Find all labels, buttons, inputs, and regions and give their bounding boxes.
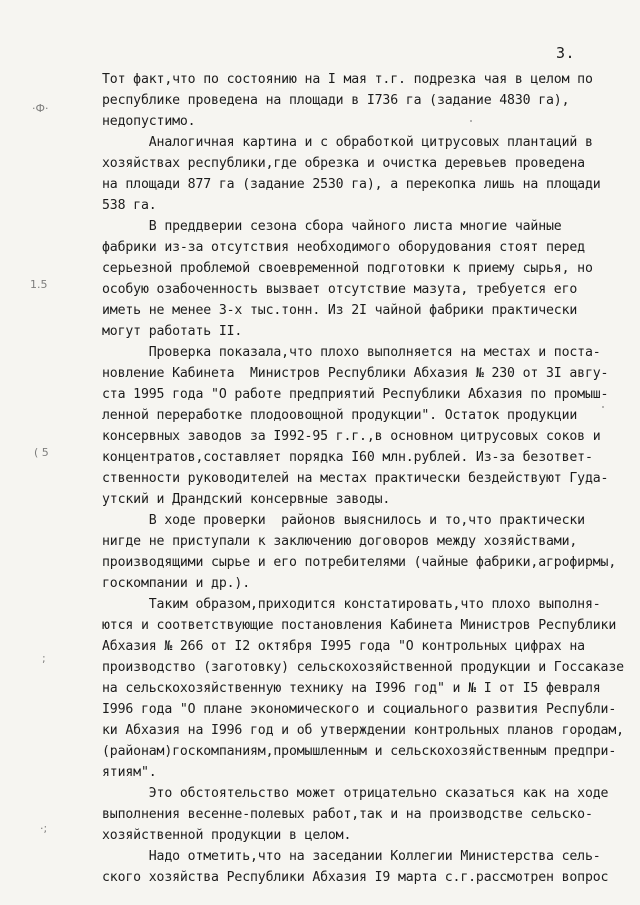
text-line: иметь не менее 3-х тыс.тонн. Из 2I чайной фабрики практически bbox=[102, 303, 578, 318]
text-line: Тот факт,что по состоянию на I мая т.г. подрезка чая в целом по bbox=[102, 72, 593, 87]
text-line: госкомпании и др.). bbox=[102, 576, 251, 591]
text-line: хозяйствах республики,где обрезка и очистка деревьев проведена bbox=[102, 156, 585, 171]
text-line: нигде не приступали к заключению договоров между хозяйствами, bbox=[102, 534, 578, 549]
text-line: 538 га. bbox=[102, 198, 157, 213]
text-line: на сельскохозяйственную технику на I996 год" и № I от I5 февраля bbox=[102, 681, 601, 696]
text-line: особую озабоченность вызвает отсутствие мазута, требуется его bbox=[102, 282, 578, 297]
text-line: выполнения весенне-полевых работ,так и на производстве сельско- bbox=[102, 807, 593, 822]
text-line: могут работать II. bbox=[102, 324, 243, 339]
text-line: ственности руководителей на местах практически бездействуют Гуда- bbox=[102, 471, 609, 486]
text-line: ленной переработке плодоовощной продукции". Остаток продукции bbox=[102, 408, 578, 423]
margin-mark: ·Ф· bbox=[32, 102, 49, 115]
text-line: Таким образом,приходится констатировать,что плохо выполня- bbox=[102, 597, 601, 612]
margin-mark: 1.5 bbox=[30, 278, 48, 291]
text-line: (районам)госкомпаниям,промышленным и сельскохозяйственным предпри- bbox=[102, 744, 617, 759]
text-line: Аналогичная картина и с обработкой цитрусовых плантаций в bbox=[102, 135, 593, 150]
text-line: хозяйственной продукции в целом. bbox=[102, 828, 352, 843]
text-line: Абхазия № 266 от I2 октября I995 года "О контрольных цифрах на bbox=[102, 639, 585, 654]
ink-speck bbox=[470, 120, 472, 122]
text-line: Надо отметить,что на заседании Коллегии Министерства сель- bbox=[102, 849, 601, 864]
text-line: производящими сырье и его потребителями (чайные фабрики,агрофирмы, bbox=[102, 555, 617, 570]
text-line: В ходе проверки районов выяснилось и то,что практически bbox=[102, 513, 585, 528]
text-line: ятиям". bbox=[102, 765, 157, 780]
text-line: I996 года "О плане экономического и социального развития Республи- bbox=[102, 702, 617, 717]
page-number: 3. bbox=[556, 44, 576, 62]
text-line: Проверка показала,что плохо выполняется на местах и поста- bbox=[102, 345, 601, 360]
text-line: ского хозяйства Республики Абхазия I9 марта с.г.рассмотрен вопрос bbox=[102, 870, 609, 885]
text-line: ста 1995 года "О работе предприятий Республики Абхазия по промыш- bbox=[102, 387, 609, 402]
text-line: фабрики из-за отсутствия необходимого оборудования стоят перед bbox=[102, 240, 585, 255]
text-line: серьезной проблемой своевременной подготовки к приему сырья, но bbox=[102, 261, 593, 276]
text-line: В преддверии сезона сбора чайного листа многие чайные bbox=[102, 219, 562, 234]
margin-mark: ·; bbox=[40, 822, 48, 835]
text-line: Это обстоятельство может отрицательно сказаться как на ходе bbox=[102, 786, 609, 801]
text-line: ются и соответствующие постановления Кабинета Министров Республики bbox=[102, 618, 617, 633]
text-line: концентратов,составляет порядка I60 млн.рублей. Из-за безответ- bbox=[102, 450, 593, 465]
margin-mark: ( 5 bbox=[34, 446, 49, 459]
text-line: новление Кабинета Министров Республики Абхазия № 230 от 3I авгу- bbox=[102, 366, 609, 381]
text-line: на площади 877 га (задание 2530 га), а перекопка лишь на площади bbox=[102, 177, 601, 192]
text-line: производство (заготовку) сельскохозяйственной продукции и Госсаказе bbox=[102, 660, 624, 675]
margin-mark: ; bbox=[42, 652, 46, 665]
text-line: консервных заводов за I992-95 г.г.,в основном цитрусовых соков и bbox=[102, 429, 601, 444]
text-line: ки Абхазия на I996 год и об утверждении контрольных планов городам, bbox=[102, 723, 624, 738]
ink-speck bbox=[602, 406, 604, 408]
text-line: утский и Драндский консервные заводы. bbox=[102, 492, 391, 507]
text-line: недопустимо. bbox=[102, 114, 196, 129]
text-line: республике проведена на площади в I736 га (задание 4830 га), bbox=[102, 93, 570, 108]
